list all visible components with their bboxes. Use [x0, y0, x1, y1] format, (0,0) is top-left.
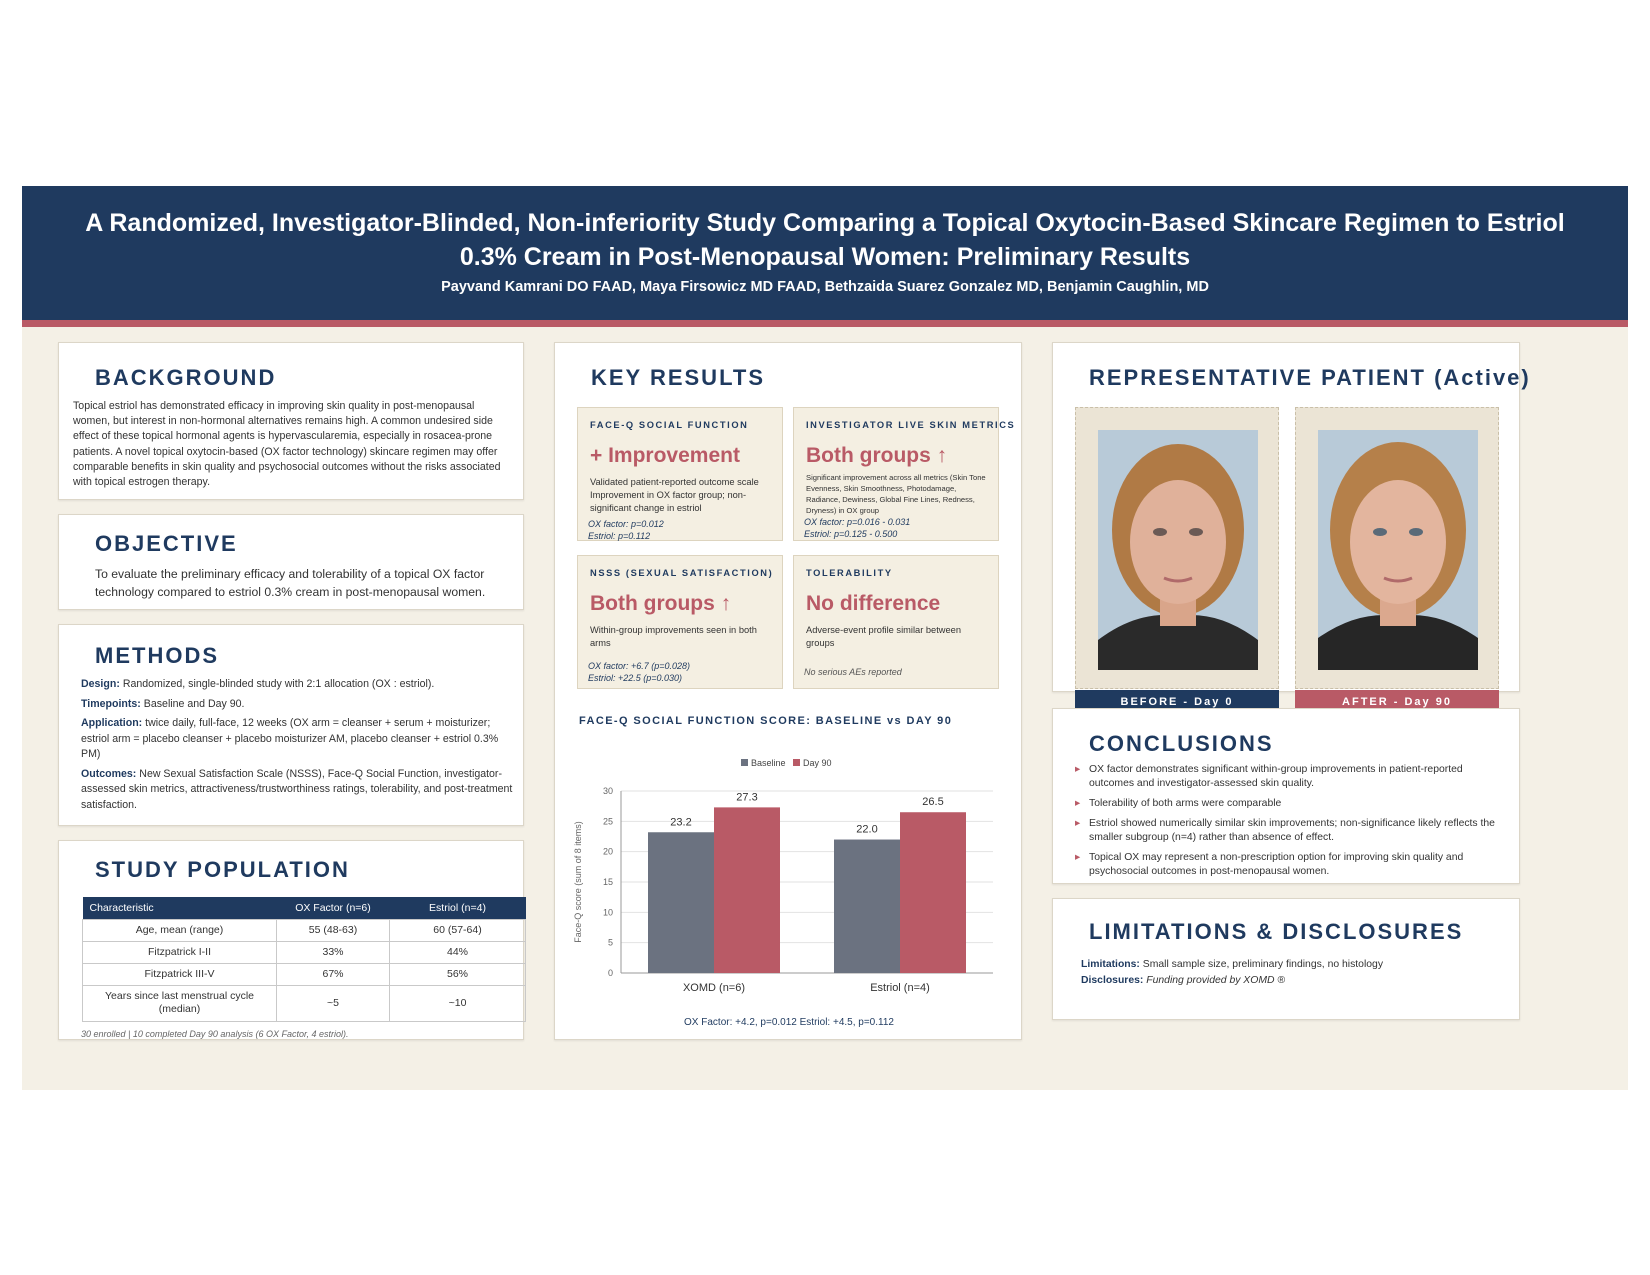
table-cell: Age, mean (range) — [83, 919, 277, 941]
table-cell: Years since last menstrual cycle (median) — [83, 985, 277, 1021]
legend-swatch — [793, 759, 800, 766]
population-table — [82, 897, 526, 1022]
title-line-1: A Randomized, Investigator-Blinded, Non-inferiority Study Comparing a Topical Oxytocin-Based Skincare Regimen to Estriol — [85, 209, 1565, 237]
patient-card — [1052, 342, 1531, 708]
result-box-headline: No difference — [806, 592, 941, 615]
after-photo-frame — [1295, 407, 1499, 708]
bar — [648, 832, 714, 973]
result-box-tolerability — [793, 555, 999, 689]
y-tick-label: 0 — [607, 968, 613, 978]
table-header: OX Factor (n=6) — [277, 897, 390, 919]
conclusions-title: CONCLUSIONS — [1089, 731, 1274, 756]
table-cell: Fitzpatrick III-V — [83, 963, 277, 985]
table-cell: 33% — [277, 941, 390, 963]
table-header-row — [83, 897, 526, 919]
table-row — [83, 963, 526, 985]
result-box-nsss — [577, 555, 783, 689]
result-stat: No serious AEs reported — [804, 667, 902, 677]
table-row — [83, 941, 526, 963]
limitations-title: LIMITATIONS & DISCLOSURES — [1089, 919, 1464, 944]
result-box-headline: Both groups ↑ — [806, 444, 948, 467]
methods-text — [81, 677, 515, 817]
data-label: 23.2 — [670, 816, 692, 829]
table-cell: ~5 — [277, 985, 390, 1021]
face-illustration-icon — [1098, 430, 1258, 670]
data-label: 27.3 — [736, 791, 758, 804]
result-box-faceq — [577, 407, 783, 541]
legend-swatch — [741, 759, 748, 766]
limitations-line: Limitations: Small sample size, preliminary findings, no histology — [1081, 959, 1384, 970]
disclosures-line: Disclosures: Funding provided by XOMD ® — [1081, 975, 1286, 986]
table-row — [83, 919, 526, 941]
y-tick-label: 5 — [607, 937, 613, 948]
result-stat: Estriol: p=0.125 - 0.500 — [804, 529, 898, 539]
result-box-description: Within-group improvements seen in both arms — [590, 625, 757, 648]
result-box-description: Adverse-event profile similar between groups — [806, 625, 962, 648]
face-illustration-icon — [1318, 430, 1478, 670]
key-results-title: KEY RESULTS — [591, 365, 765, 390]
result-box-stats — [804, 666, 902, 678]
y-tick-label: 30 — [602, 786, 613, 796]
list-item: ▸ Topical OX may represent a non-prescription option for improving skin quality and psychosocial outcomes in post-menopausal women. — [1073, 851, 1509, 879]
table-cell: 60 (57-64) — [390, 919, 526, 941]
patient-title: REPRESENTATIVE PATIENT (Active) — [1089, 365, 1531, 390]
result-box-headline: + Improvement — [590, 444, 740, 467]
conclusions-list — [1073, 763, 1509, 885]
result-box-heading: TOLERABILITY — [806, 568, 893, 578]
result-box-headline: Both groups ↑ — [590, 592, 732, 615]
key-results-card — [554, 342, 1022, 1040]
x-tick-label: Estriol (n=4) — [870, 982, 930, 994]
header — [22, 186, 1628, 320]
table-row — [83, 985, 526, 1021]
table-cell: 44% — [390, 941, 526, 963]
result-stat: OX factor: p=0.012 — [588, 519, 664, 529]
objective-text: To evaluate the preliminary efficacy and tolerability of a topical OX factor technology compared to estriol 0.3% cream in post-menopausal women. — [95, 567, 486, 599]
before-label: BEFORE - Day 0 — [1075, 690, 1279, 714]
y-tick-label: 20 — [602, 846, 613, 857]
methods-timepoints: Timepoints: Baseline and Day 90. — [81, 697, 245, 710]
authors: Payvand Kamrani DO FAAD, Maya Firsowicz MD FAAD, Bethzaida Suarez Gonzalez MD, Benjamin Caughlin, MD — [441, 279, 1209, 295]
methods-card — [58, 624, 524, 826]
bar — [714, 807, 780, 973]
before-photo — [1098, 430, 1258, 670]
table-cell: ~10 — [390, 985, 526, 1021]
objective-card — [58, 514, 524, 610]
list-item: ▸ OX factor demonstrates significant within-group improvements in patient-reported outcomes and investigator-assessed skin quality. — [1073, 763, 1509, 791]
result-stat: OX factor: p=0.016 - 0.031 — [804, 517, 911, 527]
poster — [22, 186, 1628, 1090]
population-title: STUDY POPULATION — [95, 857, 350, 882]
bar — [834, 840, 900, 973]
limitations-card — [1052, 898, 1520, 1020]
limitations-text — [1081, 957, 1501, 989]
result-box-skin-metrics — [793, 407, 1016, 541]
table-header: Estriol (n=4) — [390, 897, 526, 919]
population-card — [58, 840, 524, 1040]
data-label: 26.5 — [922, 796, 944, 809]
conclusions-card — [1052, 708, 1520, 884]
chart-footnote: OX Factor: +4.2, p=0.012 Estriol: +4.5, p=0.112 — [684, 1017, 894, 1028]
result-box-stats — [588, 518, 664, 542]
y-axis-label: Face-Q score (sum of 8 items) — [573, 821, 583, 943]
y-tick-label: 15 — [602, 877, 613, 887]
methods-application: Application: twice daily, full-face, 12 weeks (OX arm = cleanser + serum + moisturizer; estriol arm = placebo cleanser + placebo moisturizer AM, placebo cleanser + estriol 0.3% PM) — [81, 717, 499, 760]
x-tick-label: XOMD (n=6) — [682, 982, 746, 994]
poster-title — [62, 206, 1588, 274]
table-cell: 67% — [277, 963, 390, 985]
after-label: AFTER - Day 90 — [1295, 690, 1499, 714]
bar-chart — [565, 735, 1013, 1007]
population-footnote: 30 enrolled | 10 completed Day 90 analysis (6 OX Factor, 4 estriol). — [81, 1029, 349, 1039]
list-item: ▸ Tolerability of both arms were comparable — [1073, 797, 1509, 811]
table-cell: 55 (48-63) — [277, 919, 390, 941]
objective-title: OBJECTIVE — [95, 531, 238, 556]
result-box-stats — [588, 660, 690, 684]
legend-label: Day 90 — [803, 758, 832, 768]
methods-outcomes: Outcomes: New Sexual Satisfaction Scale (NSSS), Face-Q Social Function, investigator-assessed skin metrics, attractiveness/trustworthiness ratings, tolerability, and post-treatment satisfaction. — [81, 767, 513, 811]
result-box-description: Validated patient-reported outcome scale Improvement in OX factor group; non-significant change in estriol — [590, 477, 759, 513]
after-photo — [1318, 430, 1478, 670]
methods-design: Design: Randomized, single-blinded study with 2:1 allocation (OX : estriol). — [81, 678, 435, 690]
table-cell: Fitzpatrick I-II — [83, 941, 277, 963]
table-cell: 56% — [390, 963, 526, 985]
background-text: Topical estriol has demonstrated efficacy in improving skin quality in post-menopausal women, but interest in non-hormonal alternatives remains high. A common undesired side effect of these topical hormonal agents is hypervascularemia, especially in rosacea-prone patients. A novel topical oxytocin-based (OX factor technology) skincare regimen may offer comparable benefits in skin quality and psychosocial outcomes without the risks associated with topical estrogen therapy. — [73, 400, 501, 489]
list-item: ▸ Estriol showed numerically similar skin improvements; non-significance likely reflects the smaller subgroup (n=4) rather than absence of effect. — [1073, 817, 1509, 845]
result-stat: Estriol: +22.5 (p=0.030) — [588, 673, 683, 683]
background-title: BACKGROUND — [95, 365, 277, 390]
table-header: Characteristic — [83, 897, 277, 919]
result-stat: OX factor: +6.7 (p=0.028) — [588, 661, 691, 671]
result-box-description: Significant improvement across all metrics (Skin Tone Evenness, Skin Smoothness, Photodamage, Radiance, Dewiness, Global Fine Lines, Redness, Dryness) in OX group — [806, 473, 986, 515]
title-line-2: 0.3% Cream in Post-Menopausal Women: Preliminary Results — [459, 243, 1191, 271]
background-card — [58, 342, 524, 500]
methods-title: METHODS — [95, 643, 219, 668]
result-stat: Estriol: p=0.112 — [588, 531, 651, 541]
bar — [900, 812, 966, 973]
y-tick-label: 10 — [602, 907, 613, 918]
y-tick-label: 25 — [602, 816, 613, 827]
before-photo-frame — [1075, 407, 1279, 708]
data-label: 22.0 — [856, 823, 878, 836]
result-box-heading: FACE-Q SOCIAL FUNCTION — [590, 420, 749, 430]
result-box-heading: INVESTIGATOR LIVE SKIN METRICS — [806, 420, 1016, 430]
chart-title: FACE-Q SOCIAL FUNCTION SCORE: BASELINE vs DAY 90 — [579, 715, 953, 727]
legend-label: Baseline — [751, 758, 786, 768]
result-box-stats — [804, 516, 910, 540]
result-box-heading: NSSS (SEXUAL SATISFACTION) — [590, 568, 774, 578]
header-stripe — [22, 320, 1628, 327]
